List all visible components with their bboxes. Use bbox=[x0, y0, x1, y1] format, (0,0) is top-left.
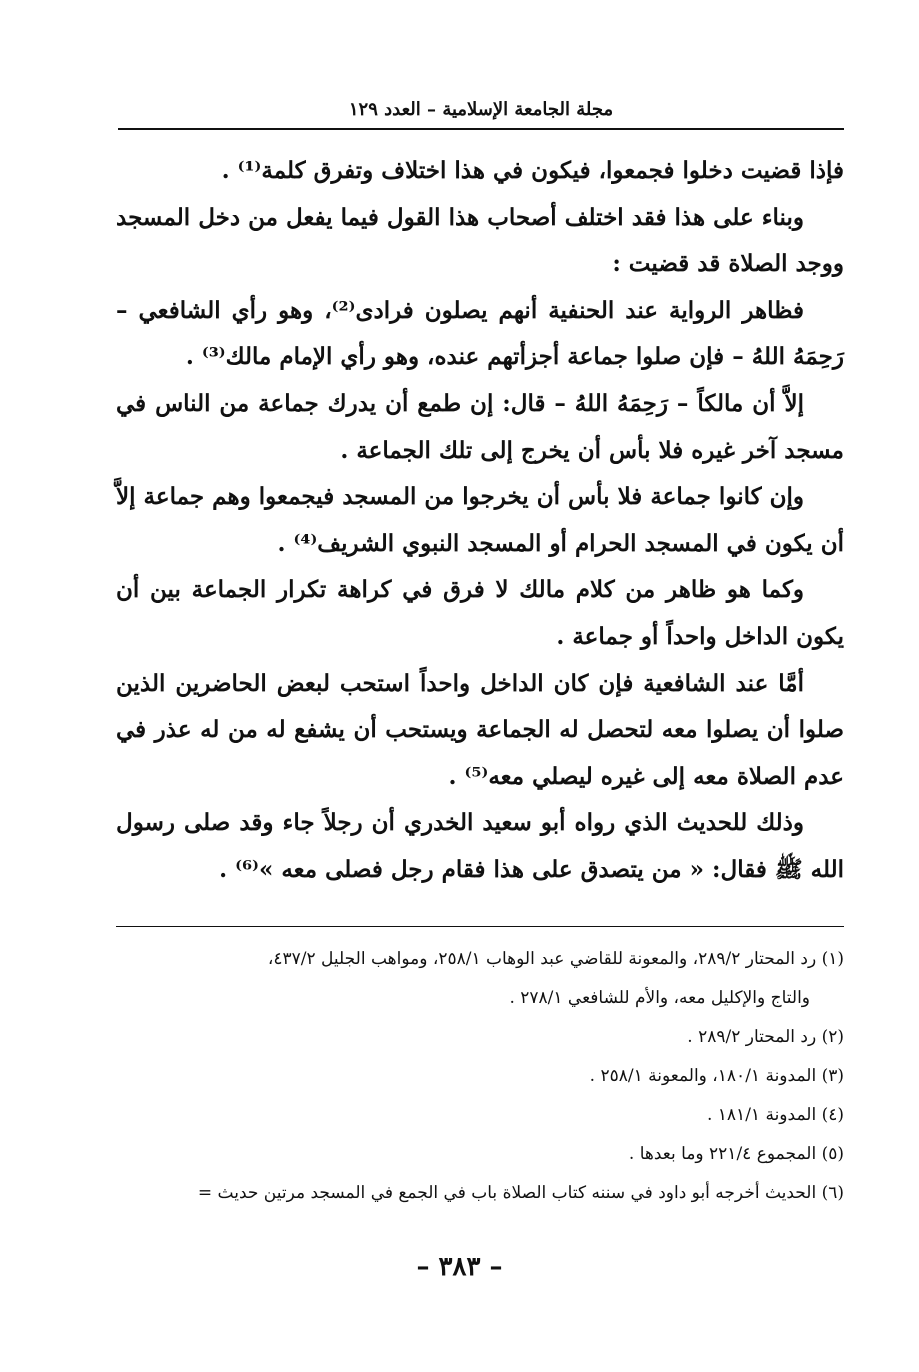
paragraph: أمَّا عند الشافعية فإن كان الداخل واحداً استحب لبعض الحاضرين الذين صلوا أن يصلوا معه لتحصل له الجماعة ويستحب أن يشفع له من له عذر في عدم الصلاة معه إلى غيره ليصلي معه⁽⁵⁾ . bbox=[116, 669, 844, 790]
footnote-continuation: والتاج والإكليل معه، والأم للشافعي ٢٧٨/١ . bbox=[509, 988, 810, 1008]
footnote: (٥) المجموع ٢٢١/٤ وما بعدها . bbox=[628, 1144, 844, 1164]
paragraph: فإذا قضيت دخلوا فجمعوا، فيكون في هذا اختلاف وتفرق كلمة⁽¹⁾ . bbox=[221, 157, 844, 184]
footnote: (٣) المدونة ١٨٠/١، والمعونة ٢٥٨/١ . bbox=[589, 1066, 844, 1086]
footnote-divider bbox=[116, 926, 844, 927]
footnote: (٢) رد المحتار ٢٨٩/٢ . bbox=[687, 1027, 844, 1047]
footnote: (٦) الحديث أخرجه أبو داود في سننه كتاب الصلاة باب في الجمع في المسجد مرتين حديث = bbox=[197, 1183, 844, 1203]
paragraph: وإن كانوا جماعة فلا بأس أن يخرجوا من المسجد فيجمعوا وهم جماعة إلاَّ أن يكون في المسجد الحرام أو المسجد النبوي الشريف⁽⁴⁾ . bbox=[116, 483, 844, 557]
footnote: (١) رد المحتار ٢٨٩/٢، والمعونة للقاضي عبد الوهاب ٢٥٨/١، ومواهب الجليل ٤٣٧/٢، bbox=[267, 949, 844, 969]
body-text bbox=[116, 148, 844, 894]
paragraph: فظاهر الرواية عند الحنفية أنهم يصلون فرادى⁽²⁾، وهو رأي الشافعي – رَحِمَهُ اللهُ – فإن صلوا جماعة أجزأتهم عنده، وهو رأي الإمام مالك⁽³⁾ . bbox=[116, 296, 844, 371]
paragraph: وكما هو ظاهر من كلام مالك لا فرق في كراهة تكرار الجماعة بين أن يكون الداخل واحداً أو جماعة . bbox=[116, 576, 844, 650]
footnotes bbox=[90, 940, 844, 1213]
header-divider bbox=[118, 128, 844, 130]
paragraph: إلاَّ أن مالكاً – رَحِمَهُ اللهُ – قال: إن طمع أن يدرك جماعة من الناس في مسجد آخر غيره فلا بأس أن يخرج إلى تلك الجماعة . bbox=[116, 389, 844, 464]
page-number: – ٣٨٣ – bbox=[416, 1252, 503, 1282]
running-header: مجلة الجامعة الإسلامية – العدد ١٢٩ bbox=[348, 99, 614, 120]
footnote: (٤) المدونة ١٨١/١ . bbox=[706, 1105, 844, 1125]
paragraph: وبناء على هذا فقد اختلف أصحاب هذا القول فيما يفعل من دخل المسجد ووجد الصلاة قد قضيت : bbox=[116, 203, 844, 278]
paragraph: وذلك للحديث الذي رواه أبو سعيد الخدري أن رجلاً جاء وقد صلى رسول الله ﷺ فقال: « من يتصدق على هذا فقام رجل فصلى معه »⁽⁶⁾ . bbox=[116, 809, 844, 883]
